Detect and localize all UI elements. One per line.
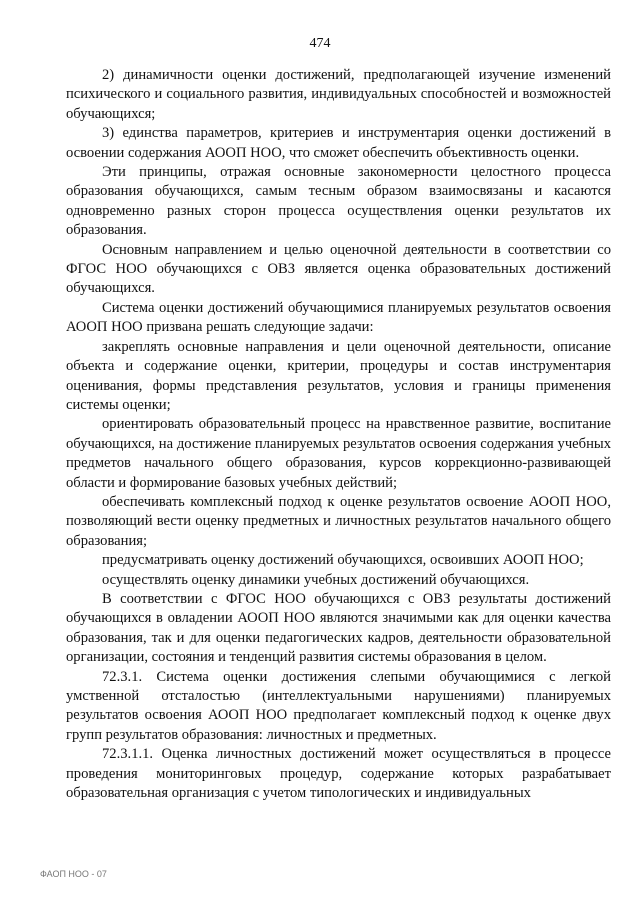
paragraph: В соответствии с ФГОС НОО обучающихся с ОВЗ результаты достижений обучающихся в овладении АООП НОО являются значимыми как для оценки качества образования, так и для оценки педагогических кадров, деятельности образовательной организации, состояния и тенденций развития системы образования в целом. <box>66 590 611 666</box>
footer-document-code: ФАОП НОО - 07 <box>40 869 107 879</box>
paragraph: 2) динамичности оценки достижений, предполагающей изучение изменений психического и социального развития, индивидуальных способностей и возможностей обучающихся; <box>66 67 611 122</box>
paragraph: Основным направлением и целью оценочной деятельности в соответствии со ФГОС НОО обучающихся с ОВЗ является оценка образовательных достижений обучающихся. <box>66 241 611 297</box>
paragraph: ориентировать образовательный процесс на нравственное развитие, воспитание обучающихся, на достижение планируемых результатов освоения содержания учебных предметов начального общего образования, курсов коррекционно-развивающей области и формирование базовых учебных действий; <box>66 416 611 491</box>
paragraph: обеспечивать комплексный подход к оценке результатов освоение АООП НОО, позволяющий вести оценку предметных и личностных результатов начального общего образования; <box>66 493 611 549</box>
document-body <box>66 66 611 803</box>
paragraph: закреплять основные направления и цели оценочной деятельности, описание объекта и содержание оценки, критерии, процедуры и состав инструментария оценивания, формы представления результатов, условия и границы применения системы оценки; <box>66 338 611 413</box>
paragraph: 3) единства параметров, критериев и инструментария оценки достижений в освоении содержания АООП НОО, что сможет обеспечить объективность оценки. <box>66 125 611 161</box>
page-number: 474 <box>309 36 331 51</box>
paragraph: Эти принципы, отражая основные закономерности целостного процесса образования обучающихся, самым тесным образом взаимосвязаны и касаются одновременно разных сторон процесса осуществления оценки результатов их образования. <box>66 164 611 239</box>
paragraph: 72.3.1.1. Оценка личностных достижений может осуществляться в процессе проведения мониторинговых процедур, содержание которых разрабатывает образовательная организация с учетом типологических и индивидуальных <box>66 746 611 802</box>
paragraph: предусматривать оценку достижений обучающихся, освоивших АООП НОО; <box>102 552 584 569</box>
paragraph: осуществлять оценку динамики учебных достижений обучающихся. <box>102 571 530 588</box>
paragraph: 72.3.1. Система оценки достижения слепыми обучающимися с легкой умственной отсталостью (интеллектуальными нарушениями) планируемых результатов освоения АООП НОО предполагает комплексный подход к оценке двух групп результатов образования: личностных и предметных. <box>66 668 611 743</box>
paragraph: Система оценки достижений обучающимися планируемых результатов освоения АООП НОО призвана решать следующие задачи: <box>66 299 611 336</box>
